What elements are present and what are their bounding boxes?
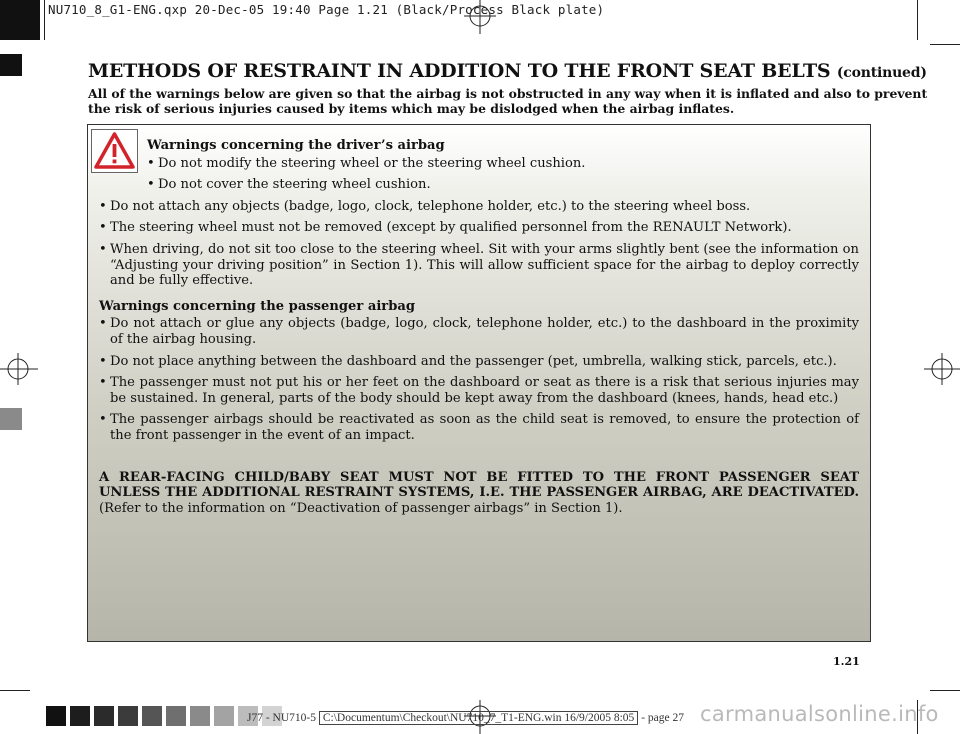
final-warning — [99, 470, 859, 517]
bullet: • — [99, 198, 107, 214]
page-title-main: METHODS OF RESTRAINT IN ADDITION TO THE FRONT SEAT BELTS — [88, 60, 831, 82]
warnings-content — [99, 138, 859, 516]
registration-square — [0, 408, 22, 430]
bullet: • — [99, 412, 107, 428]
list-item: • Do not attach or glue any objects (badge, logo, clock, telephone holder, etc.) to the dashboard in the proximity of the airbag housing. — [99, 316, 859, 347]
registration-square — [0, 54, 22, 76]
print-slug: NU710_8_G1-ENG.qxp 20-Dec-05 19:40 Page 1.21 (Black/Process Black plate) — [48, 2, 605, 17]
crop-mark — [44, 0, 45, 40]
crop-mark — [0, 690, 30, 691]
registration-target-icon — [0, 349, 40, 389]
final-warning-bold: A REAR-FACING CHILD/BABY SEAT MUST NOT BE FITTED TO THE FRONT PASSENGER SEAT UNLESS THE ADDITIONAL RESTRAINT SYSTEMS, I.E. THE PASSENGER AIRBAG, ARE DEACTIVATED. — [99, 469, 859, 501]
list-item: • Do not modify the steering wheel or the steering wheel cushion. — [147, 155, 586, 171]
footer-file-path: C:\Documentum\Checkout\NU710_7_T1-ENG.win 16/9/2005 8:05 — [319, 711, 638, 725]
registration-square — [0, 0, 40, 40]
bullet: • — [99, 241, 107, 257]
bullet: • — [147, 177, 155, 193]
list-item: • Do not place anything between the dashboard and the passenger (pet, umbrella, walking stick, parcels, etc.). — [99, 353, 837, 369]
bullet: • — [99, 220, 107, 236]
intro-text — [88, 86, 928, 116]
intro-line: All of the warnings below are given so that the airbag is not obstructed in any way when it is inflated and also to prevent — [88, 86, 928, 101]
list-item: • The passenger airbags should be reactivated as soon as the child seat is removed, to ensure the protection of the front passenger in the event of an impact. — [99, 412, 859, 443]
watermark: carmanualsonline.info — [700, 702, 939, 726]
bullet: • — [99, 316, 107, 332]
crop-mark — [917, 0, 918, 40]
footer-reference: J77 - NU710-5 C:\Documentum\Checkout\NU710_7_T1-ENG.win 16/9/2005 8:05 - page 27 — [247, 712, 684, 724]
page-title-suffix: (continued) — [836, 65, 927, 81]
crop-mark — [930, 44, 960, 45]
list-item: • The steering wheel must not be removed (except by qualified personnel from the RENAULT Network). — [99, 220, 792, 236]
registration-target-icon — [922, 349, 960, 389]
bullet: • — [147, 155, 155, 171]
intro-line: the risk of serious injuries caused by items which may be dislodged when the airbag inflates. — [88, 101, 735, 116]
final-warning-reference: (Refer to the information on “Deactivation of passenger airbags” in Section 1). — [99, 500, 623, 516]
list-item: • The passenger must not put his or her feet on the dashboard or seat as there is a risk that serious injuries may be sustained. In general, parts of the body should be kept away from the dashboard (knees, hands, head etc.) — [99, 375, 859, 406]
bullet: • — [99, 375, 107, 391]
list-item: • Do not attach any objects (badge, logo, clock, telephone holder, etc.) to the steering wheel boss. — [99, 198, 751, 214]
page-title — [88, 60, 927, 82]
bullet: • — [99, 353, 107, 369]
list-item: • Do not cover the steering wheel cushion. — [147, 177, 431, 193]
page-number: 1.21 — [833, 655, 860, 668]
passenger-airbag-heading: Warnings concerning the passenger airbag — [99, 298, 415, 314]
list-item: • When driving, do not sit too close to the steering wheel. Sit with your arms slightly bent (see the information on “Adjusting your driving position” in Section 1). This will allow sufficient space for the airbag to deploy correctly and be fully effective. — [99, 241, 859, 289]
driver-airbag-heading: Warnings concerning the driver’s airbag — [147, 138, 445, 153]
crop-mark — [930, 690, 960, 691]
